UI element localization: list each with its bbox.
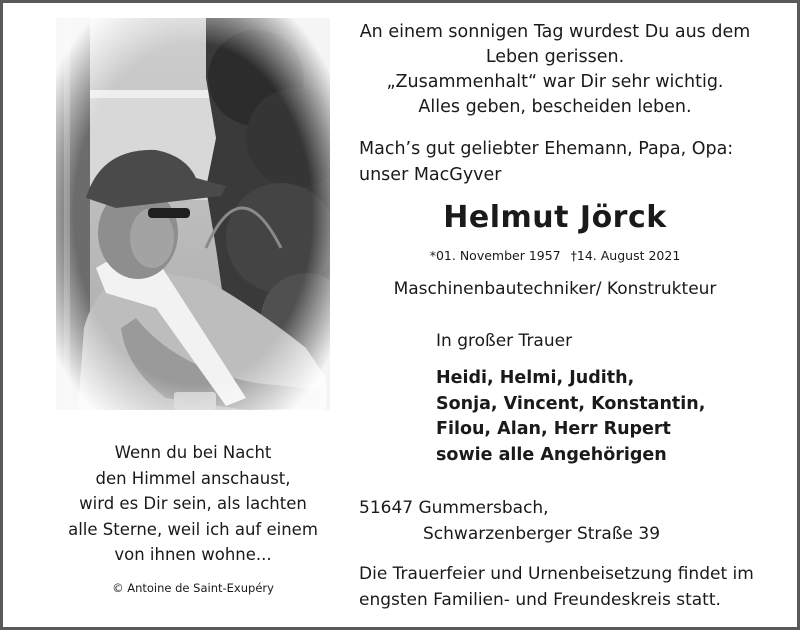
ceremony-line: Die Trauerfeier und Urnenbeisetzung findet im: [359, 564, 754, 584]
portrait-photo: [56, 18, 330, 410]
mourning-label: In großer Trauer: [436, 331, 573, 351]
ceremony-note: [359, 561, 754, 613]
address: [359, 495, 660, 547]
family-line: Filou, Alan, Herr Rupert: [436, 419, 671, 439]
quote-line: alle Sterne, weil ich auf einem: [68, 519, 318, 539]
farewell-line: Mach’s gut geliebter Ehemann, Papa, Opa:: [359, 139, 734, 159]
quote-line: Wenn du bei Nacht: [114, 443, 272, 462]
intro-line: Leben gerissen.: [485, 47, 625, 67]
quote-line: wird es Dir sein, als lachten: [79, 494, 307, 513]
intro-text: [350, 20, 760, 120]
family-line: Sonja, Vincent, Konstantin,: [436, 393, 706, 414]
quote-line: von ihnen wohne...: [114, 545, 272, 564]
farewell-line: unser MacGyver: [359, 165, 502, 185]
life-dates: [350, 248, 760, 263]
profession: Maschinenbautechniker/ Konstrukteur: [393, 279, 717, 299]
death-date: †14. August 2021: [570, 248, 681, 263]
family-line: Heidi, Helmi, Judith,: [436, 368, 635, 388]
family-list: [436, 366, 705, 468]
ceremony-line: engsten Familien- und Freundeskreis statt.: [359, 590, 721, 610]
farewell-text: [359, 136, 733, 188]
address-line: 51647 Gummersbach,: [359, 498, 549, 518]
intro-line: Alles geben, bescheiden leben.: [418, 97, 692, 117]
quote-line: den Himmel anschaust,: [95, 468, 291, 488]
quote-credit: © Antoine de Saint-Exupéry: [112, 581, 274, 595]
poem-quote: [58, 440, 328, 568]
intro-line: An einem sonnigen Tag wurdest Du aus dem: [359, 22, 751, 42]
family-line: sowie alle Angehörigen: [436, 444, 667, 465]
deceased-name: Helmut Jörck: [443, 200, 667, 235]
address-line: Schwarzenberger Straße 39: [423, 524, 661, 544]
intro-line: „Zusammenhalt“ war Dir sehr wichtig.: [386, 72, 724, 92]
birth-date: *01. November 1957: [429, 248, 561, 263]
